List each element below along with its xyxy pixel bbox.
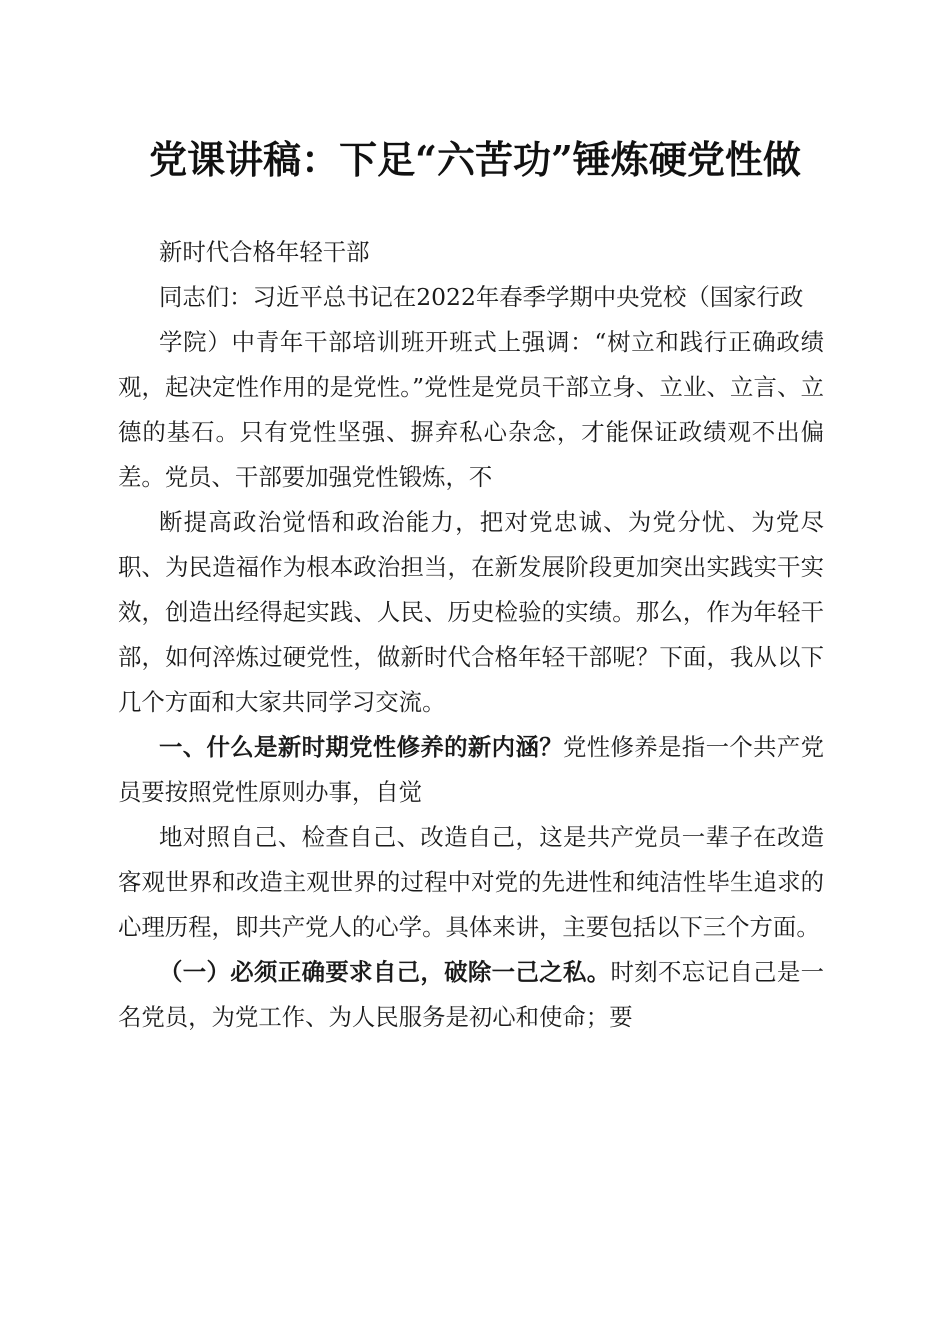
document-body — [118, 230, 824, 1040]
paragraph — [118, 950, 824, 1040]
paragraph-text: 学院）中青年干部培训班开班式上强调：“树立和践行正确政绩观，起决定性作用的是党性。”党性是党员干部立身、立业、立言、立德的基石。只有党性坚强、摒弃私心杂念，才能保证政绩观不出偏差。党员、干部要加强党性锻炼，不 — [118, 328, 824, 491]
paragraph — [118, 725, 824, 815]
paragraph — [118, 500, 824, 725]
paragraph-text: 党性修养是指一个共产党员要按照党性原则办事，自觉 — [118, 733, 825, 806]
paragraph — [118, 230, 824, 275]
subsection-heading: （一）必须正确要求自己，破除一己之私。 — [159, 958, 611, 986]
paragraph-text: 时刻不忘记自己是一名党员，为党工作、为人民服务是初心和使命；要 — [118, 958, 825, 1031]
paragraph-text: 地对照自己、检查自己、改造自己，这是共产党员一辈子在改造客观世界和改造主观世界的过程中对党的先进性和纯洁性毕生追求的心理历程，即共产党人的心学。具体来讲，主要包括以下三个方面。 — [118, 823, 824, 941]
paragraph-text: 新时代合格年轻干部 — [159, 238, 370, 266]
paragraph — [118, 320, 824, 500]
paragraph-text: 断提高政治觉悟和政治能力，把对党忠诚、为党分忧、为党尽职、为民造福作为根本政治担当，在新发展阶段更加突出实践实干实效，创造出经得起实践、人民、历史检验的实绩。那么，作为年轻干部，如何淬炼过硬党性，做新时代合格年轻干部呢？下面，我从以下几个方面和大家共同学习交流。 — [118, 508, 824, 716]
paragraph-text: 同志们：习近平总书记在2022年春季学期中央党校（国家行政 — [159, 283, 804, 311]
paragraph — [118, 275, 824, 320]
document-title: 党课讲稿：下足“六苦功”锤炼硬党性做 — [149, 137, 801, 182]
paragraph — [118, 815, 824, 950]
section-heading: 一、什么是新时期党性修养的新内涵？ — [159, 733, 563, 761]
